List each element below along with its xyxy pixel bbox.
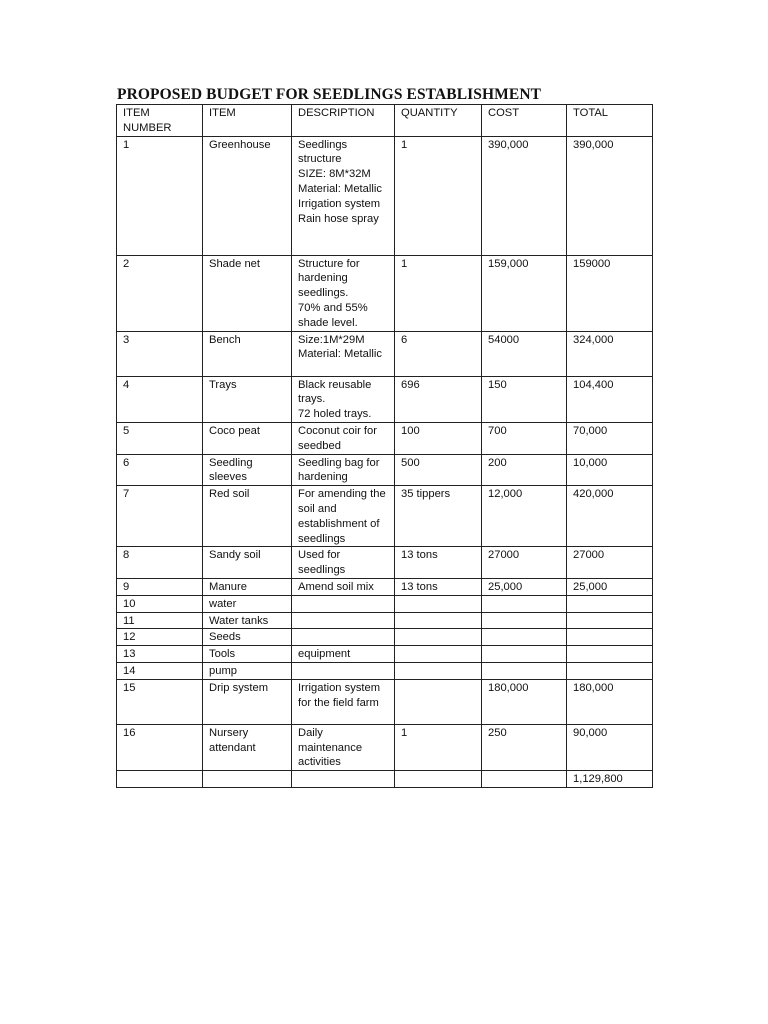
- total-cell: [567, 629, 653, 646]
- item-name-cell: Red soil: [203, 486, 292, 547]
- table-row: [117, 724, 653, 770]
- description-cell: [292, 486, 395, 547]
- document-title: PROPOSED BUDGET FOR SEEDLINGS ESTABLISHMENT: [117, 86, 542, 103]
- table-row: [117, 679, 653, 724]
- description-line: 72 holed trays.: [298, 408, 372, 421]
- quantity-cell: 100: [395, 422, 482, 454]
- item-number-cell: 15: [117, 679, 203, 724]
- quantity-cell: [395, 662, 482, 679]
- cost-cell: [482, 662, 567, 679]
- header-item-number: ITEM NUMBER: [117, 105, 203, 137]
- description-line: Rain hose spray: [298, 212, 379, 225]
- description-line: Irrigation system for the field farm: [298, 681, 381, 709]
- description-cell: [292, 612, 395, 629]
- item-number-cell: 11: [117, 612, 203, 629]
- item-number-cell: 5: [117, 422, 203, 454]
- quantity-cell: 696: [395, 376, 482, 422]
- item-number-cell: 4: [117, 376, 203, 422]
- item-number-cell: 1: [117, 136, 203, 255]
- description-line: Coconut coir for seedbed: [298, 424, 377, 452]
- item-name-cell: Seeds: [203, 629, 292, 646]
- table-row: [117, 578, 653, 595]
- header-cost: COST: [482, 105, 567, 137]
- item-name-cell: Greenhouse: [203, 136, 292, 255]
- description-line: Size:1M*29M: [298, 333, 365, 346]
- total-cell: 104,400: [567, 376, 653, 422]
- item-number-cell: 8: [117, 547, 203, 579]
- description-cell: [292, 454, 395, 486]
- grand-total-blank-3: [292, 771, 395, 788]
- cost-cell: 180,000: [482, 679, 567, 724]
- cost-cell: 159,000: [482, 255, 567, 331]
- cost-cell: 25,000: [482, 578, 567, 595]
- description-line: Black reusable trays.: [298, 378, 372, 406]
- table-row: [117, 454, 653, 486]
- description-line: Structure for hardening seedlings.: [298, 257, 360, 300]
- total-cell: 324,000: [567, 331, 653, 376]
- item-name-cell: Seedling sleeves: [203, 454, 292, 486]
- quantity-cell: 1: [395, 255, 482, 331]
- grand-total-blank-5: [482, 771, 567, 788]
- table-row: [117, 331, 653, 376]
- total-cell: 390,000: [567, 136, 653, 255]
- table-row: [117, 376, 653, 422]
- total-cell: 25,000: [567, 578, 653, 595]
- total-cell: [567, 612, 653, 629]
- item-name-cell: pump: [203, 662, 292, 679]
- description-line: SIZE: 8M*32M: [298, 168, 371, 181]
- table-row: [117, 547, 653, 579]
- item-number-cell: 13: [117, 646, 203, 663]
- quantity-cell: 1: [395, 724, 482, 770]
- table-row: [117, 662, 653, 679]
- table-row: [117, 255, 653, 331]
- header-quantity: QUANTITY: [395, 105, 482, 137]
- description-line: 70% and 55% shade level.: [298, 301, 368, 329]
- item-name-cell: Trays: [203, 376, 292, 422]
- item-number-cell: 16: [117, 724, 203, 770]
- description-line: Material: Metallic: [298, 182, 382, 195]
- table-row: [117, 422, 653, 454]
- item-name-cell: Bench: [203, 331, 292, 376]
- cost-cell: [482, 629, 567, 646]
- description-cell: [292, 136, 395, 255]
- grand-total-blank-4: [395, 771, 482, 788]
- cost-cell: 250: [482, 724, 567, 770]
- total-cell: [567, 595, 653, 612]
- budget-table-body: [117, 136, 653, 771]
- description-line: Material: Metallic: [298, 348, 382, 361]
- quantity-cell: [395, 679, 482, 724]
- table-row: [117, 612, 653, 629]
- description-cell: [292, 547, 395, 579]
- header-item: ITEM: [203, 105, 292, 137]
- description-cell: [292, 662, 395, 679]
- item-number-cell: 12: [117, 629, 203, 646]
- total-cell: [567, 662, 653, 679]
- total-cell: 27000: [567, 547, 653, 579]
- table-row: [117, 646, 653, 663]
- description-line: For amending the soil and establishment of seedlings: [298, 488, 386, 545]
- total-cell: 180,000: [567, 679, 653, 724]
- item-number-cell: 9: [117, 578, 203, 595]
- total-cell: 10,000: [567, 454, 653, 486]
- quantity-cell: 35 tippers: [395, 486, 482, 547]
- cost-cell: 200: [482, 454, 567, 486]
- cost-cell: 12,000: [482, 486, 567, 547]
- total-cell: 420,000: [567, 486, 653, 547]
- item-name-cell: Manure: [203, 578, 292, 595]
- cost-cell: [482, 612, 567, 629]
- item-name-cell: Sandy soil: [203, 547, 292, 579]
- cost-cell: [482, 595, 567, 612]
- description-line: equipment: [298, 648, 351, 661]
- description-cell: [292, 331, 395, 376]
- description-line: Used for seedlings: [298, 549, 346, 577]
- header-description: DESCRIPTION: [292, 105, 395, 137]
- item-name-cell: Shade net: [203, 255, 292, 331]
- description-cell: [292, 376, 395, 422]
- description-line: Daily maintenance activities: [298, 726, 363, 769]
- total-cell: 90,000: [567, 724, 653, 770]
- grand-total-blank-1: [117, 771, 203, 788]
- total-cell: 70,000: [567, 422, 653, 454]
- cost-cell: 54000: [482, 331, 567, 376]
- quantity-cell: [395, 612, 482, 629]
- grand-total-row: [117, 771, 653, 788]
- description-cell: [292, 422, 395, 454]
- table-row: [117, 486, 653, 547]
- table-row: [117, 595, 653, 612]
- item-number-cell: 6: [117, 454, 203, 486]
- description-cell: [292, 595, 395, 612]
- item-name-cell: water: [203, 595, 292, 612]
- description-cell: [292, 629, 395, 646]
- quantity-cell: 13 tons: [395, 547, 482, 579]
- total-cell: 159000: [567, 255, 653, 331]
- description-cell: [292, 255, 395, 331]
- item-name-cell: Tools: [203, 646, 292, 663]
- item-number-cell: 14: [117, 662, 203, 679]
- quantity-cell: [395, 646, 482, 663]
- item-name-cell: Drip system: [203, 679, 292, 724]
- cost-cell: 27000: [482, 547, 567, 579]
- quantity-cell: 6: [395, 331, 482, 376]
- item-name-cell: Water tanks: [203, 612, 292, 629]
- cost-cell: 390,000: [482, 136, 567, 255]
- grand-total-blank-2: [203, 771, 292, 788]
- quantity-cell: 13 tons: [395, 578, 482, 595]
- description-cell: [292, 578, 395, 595]
- total-cell: [567, 646, 653, 663]
- cost-cell: 700: [482, 422, 567, 454]
- quantity-cell: [395, 629, 482, 646]
- grand-total-value: 1,129,800: [567, 771, 653, 788]
- description-line: Amend soil mix: [298, 580, 374, 593]
- description-cell: [292, 724, 395, 770]
- item-number-cell: 2: [117, 255, 203, 331]
- quantity-cell: 1: [395, 136, 482, 255]
- table-row: [117, 136, 653, 255]
- budget-table: [116, 104, 653, 788]
- quantity-cell: 500: [395, 454, 482, 486]
- item-name-cell: Nursery attendant: [203, 724, 292, 770]
- description-cell: [292, 679, 395, 724]
- header-total: TOTAL: [567, 105, 653, 137]
- item-name-cell: Coco peat: [203, 422, 292, 454]
- description-line: Seedlings structure: [298, 138, 348, 166]
- item-number-cell: 7: [117, 486, 203, 547]
- cost-cell: 150: [482, 376, 567, 422]
- table-row: [117, 629, 653, 646]
- cost-cell: [482, 646, 567, 663]
- description-cell: [292, 646, 395, 663]
- description-line: Seedling bag for hardening: [298, 456, 380, 484]
- header-row: [117, 105, 653, 137]
- quantity-cell: [395, 595, 482, 612]
- item-number-cell: 3: [117, 331, 203, 376]
- item-number-cell: 10: [117, 595, 203, 612]
- description-line: Irrigation system: [298, 197, 381, 210]
